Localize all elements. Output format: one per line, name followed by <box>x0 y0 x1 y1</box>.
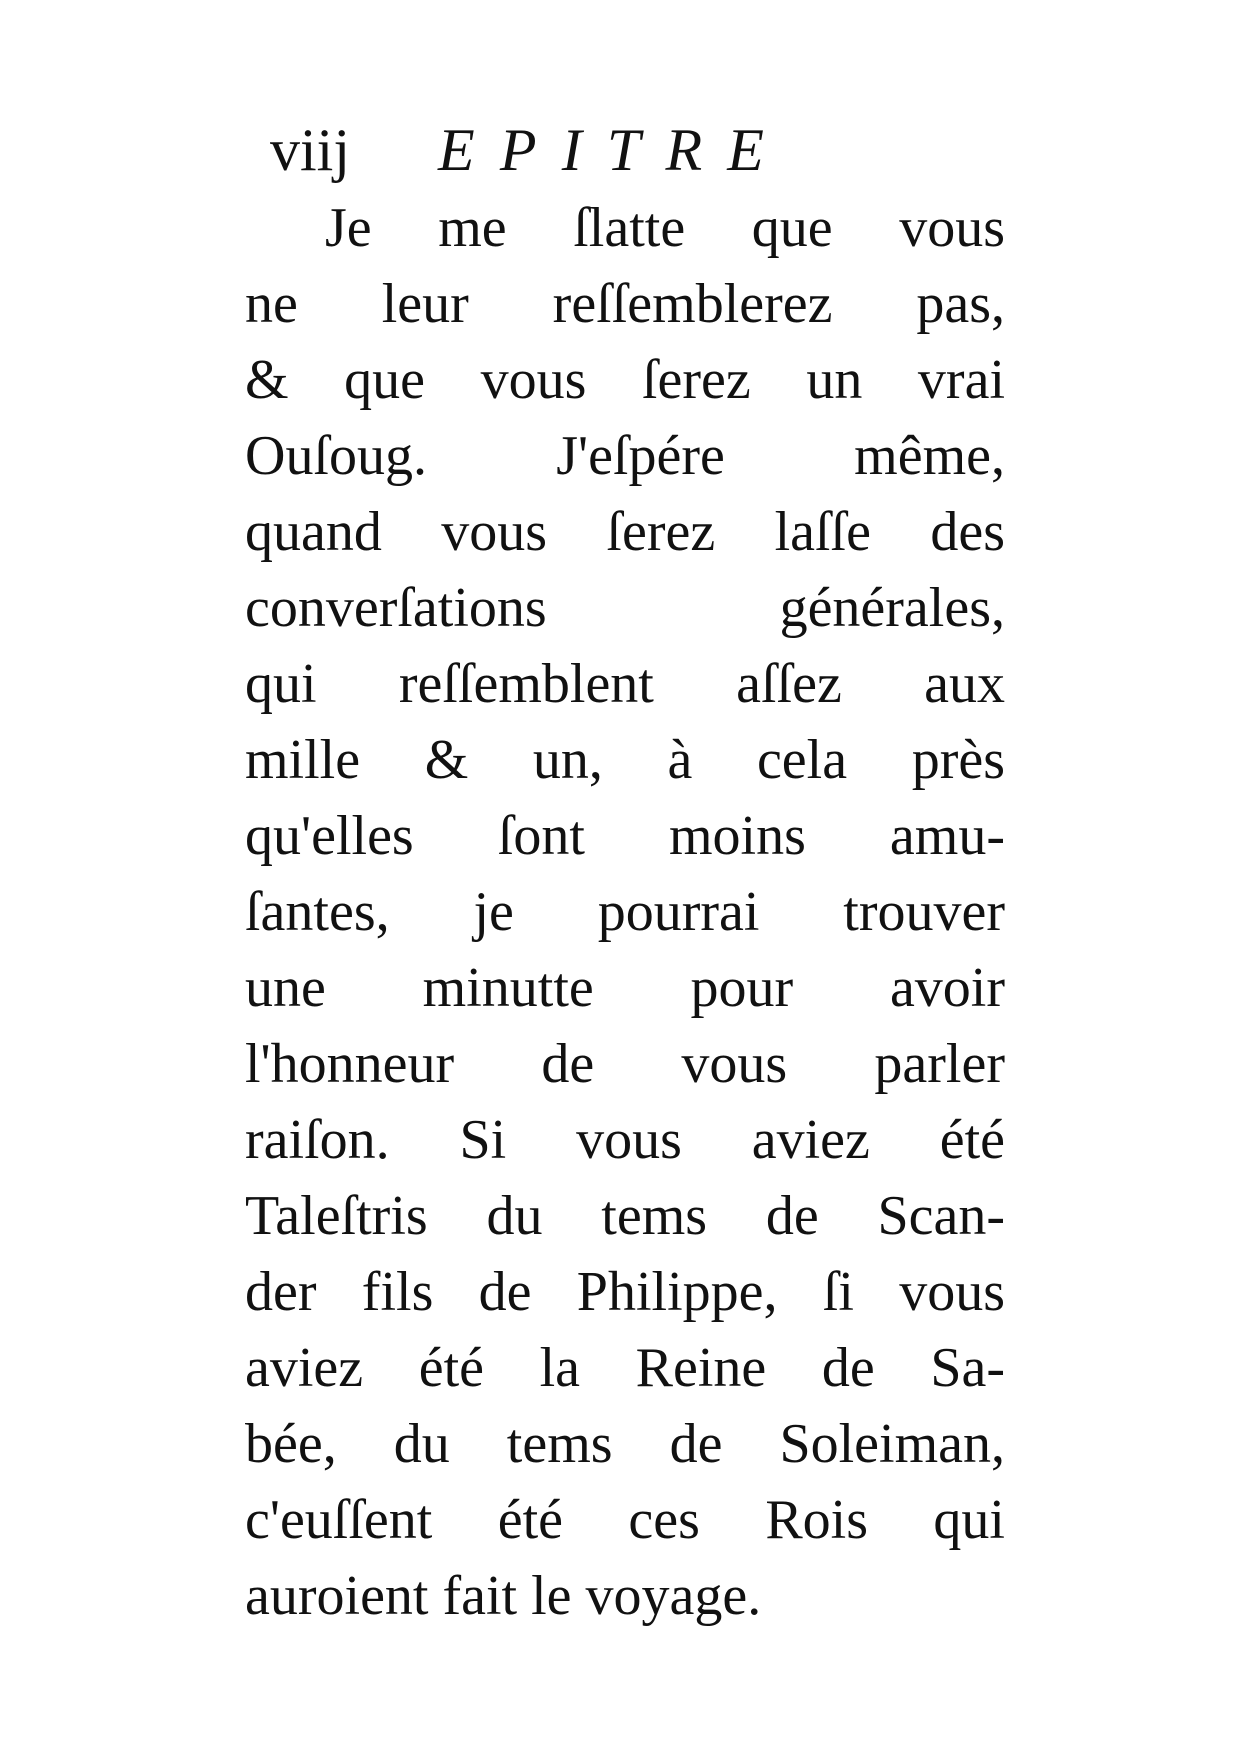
page-number: viij <box>270 117 351 183</box>
text-line: quand vous ſerez laſſe des <box>245 501 1005 563</box>
text-line: une minutte pour avoir <box>245 957 1005 1019</box>
page-header <box>270 110 1030 190</box>
text-line: qu'elles ſont moins amu- <box>245 805 1005 867</box>
body-text <box>245 190 1005 1634</box>
text-line: l'honneur de vous parler <box>245 1033 1005 1095</box>
text-line: auroient fait le voyage. <box>245 1565 762 1627</box>
text-line: ne leur reſſemblerez pas, <box>245 273 1005 335</box>
text-line: ſantes, je pourrai trouver <box>245 881 1005 943</box>
text-line: c'euſſent été ces Rois qui <box>245 1489 1005 1551</box>
text-line: der fils de Philippe, ſi vous <box>245 1261 1005 1323</box>
text-line: converſations générales, <box>245 577 1005 639</box>
running-title: EPITRE <box>438 117 790 183</box>
text-line: mille & un, à cela près <box>245 729 1005 791</box>
text-line: Taleſtris du tems de Scan- <box>245 1185 1005 1247</box>
text-line: bée, du tems de Soleiman, <box>245 1413 1005 1475</box>
text-line: & que vous ſerez un vrai <box>245 349 1005 411</box>
text-line: aviez été la Reine de Sa- <box>245 1337 1005 1399</box>
text-line: Je me ſlatte que vous <box>325 197 1005 259</box>
text-line: raiſon. Si vous aviez été <box>245 1109 1005 1171</box>
text-line: Ouſoug. J'eſpére même, <box>245 425 1005 487</box>
text-line: qui reſſemblent aſſez aux <box>245 653 1005 715</box>
